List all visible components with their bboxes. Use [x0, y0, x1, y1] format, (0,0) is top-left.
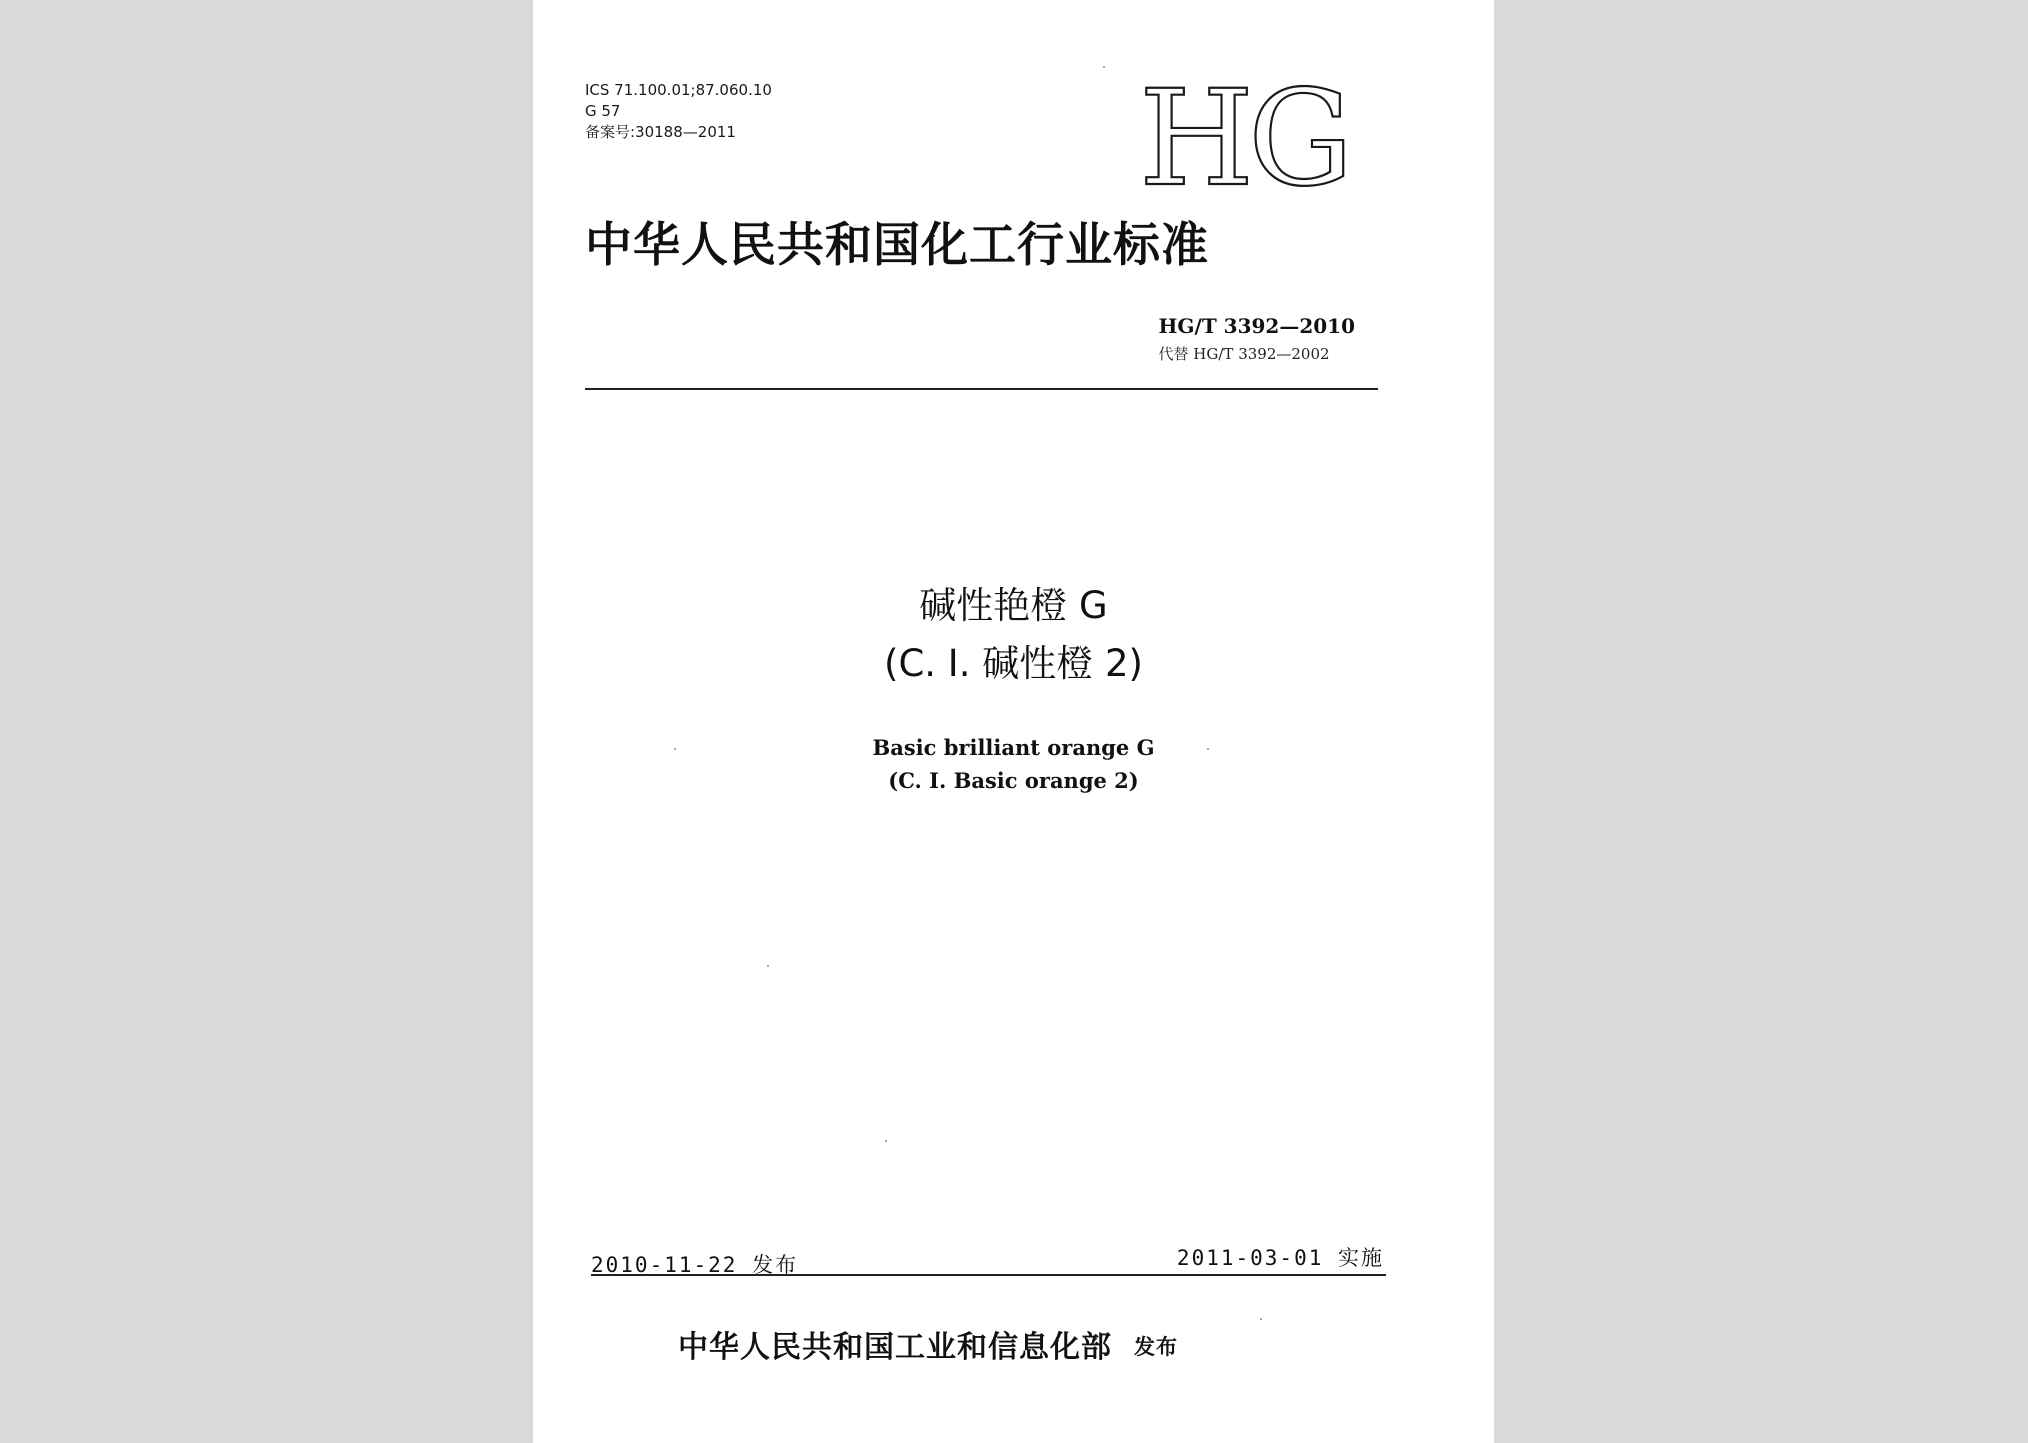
- hg-logo: [1139, 62, 1348, 216]
- implementation-date: 2011-03-01 实施: [1176, 1246, 1384, 1270]
- scan-speck: [1260, 1318, 1262, 1320]
- scan-speck: [674, 748, 676, 750]
- document-page: [533, 0, 1494, 1443]
- issue-date: 2010-11-22 发布: [591, 1253, 799, 1277]
- hg-logo-text: HG: [1139, 62, 1348, 216]
- scan-speck: [1207, 748, 1209, 750]
- classification-block: [585, 80, 772, 143]
- replaces-standard: 代替 HG/T 3392—2002: [1158, 345, 1330, 363]
- english-title-line1: Basic brilliant orange G: [872, 735, 1155, 760]
- standard-code-block: [1159, 313, 1355, 365]
- standard-number: HG/T 3392—2010: [1158, 314, 1355, 338]
- scan-speck: [1103, 66, 1105, 68]
- footer-rule: [591, 1274, 1386, 1276]
- ics-code: ICS 71.100.01;87.060.10: [585, 81, 772, 99]
- header-rule: [585, 388, 1378, 390]
- standard-category-title: 中华人民共和国化工行业标准: [585, 218, 1209, 273]
- chinese-title-line2: (C. I. 碱性橙 2): [884, 642, 1143, 685]
- filing-number: 备案号:30188—2011: [585, 123, 736, 141]
- ccs-code: G 57: [585, 102, 621, 120]
- english-title-line2: (C. I. Basic orange 2): [888, 768, 1139, 793]
- publisher-suffix: 发布: [1134, 1335, 1178, 1359]
- scan-speck: [885, 1140, 887, 1142]
- publisher-name: 中华人民共和国工业和信息化部: [678, 1330, 1112, 1365]
- chinese-title-line1: 碱性艳橙 G: [919, 584, 1108, 627]
- scan-speck: [767, 965, 769, 967]
- publisher-line: [678, 1322, 1178, 1366]
